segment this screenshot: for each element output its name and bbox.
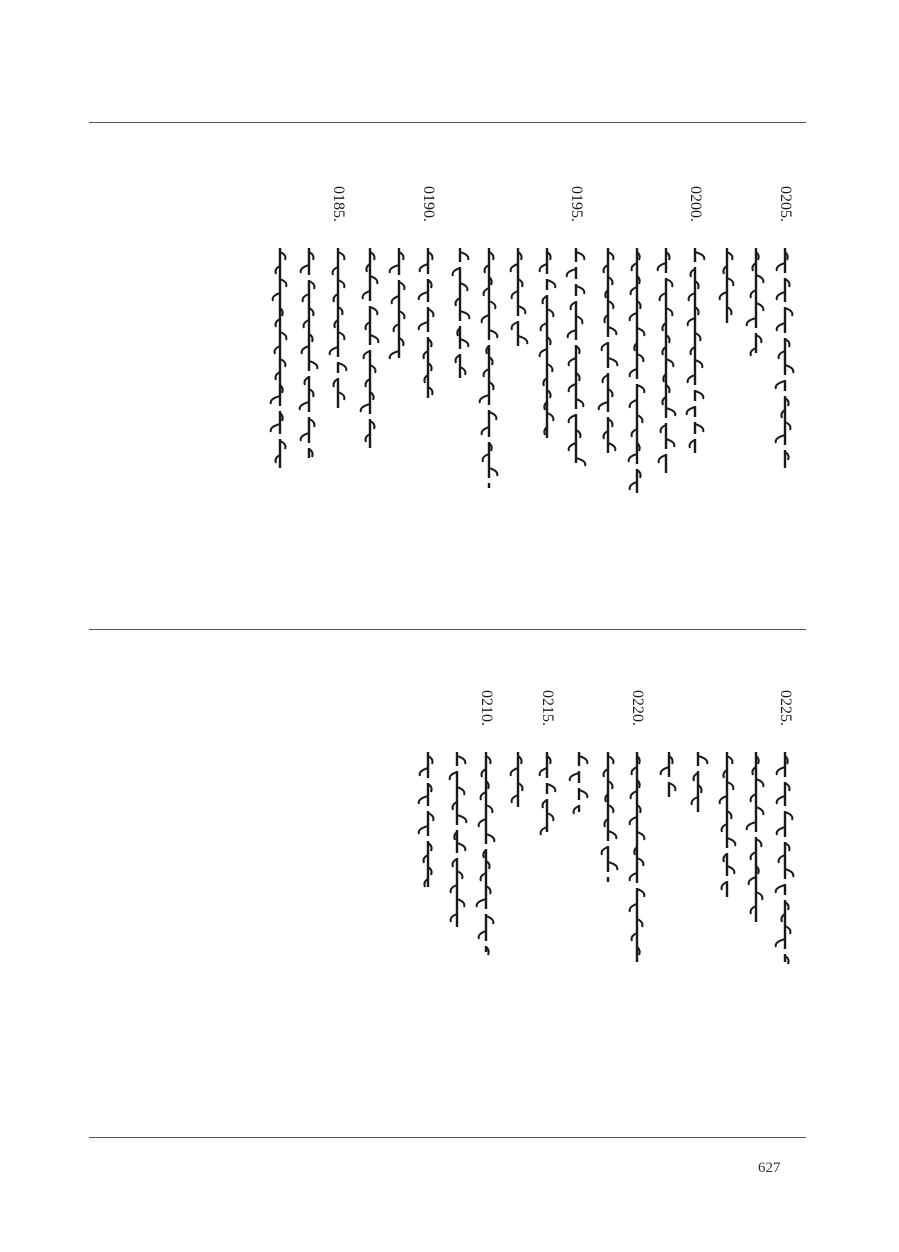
word-gap — [572, 279, 580, 284]
mongolian-script-line — [714, 752, 740, 907]
script-glyph-stroke — [576, 286, 584, 294]
word-gap — [276, 406, 284, 411]
entry-number-text: 0215. — [539, 690, 556, 726]
script-glyph-stroke — [457, 815, 466, 823]
word-gap — [482, 844, 490, 849]
word-gap — [781, 333, 789, 338]
word-gap — [453, 825, 461, 830]
entry-number — [772, 690, 798, 750]
word-gap — [424, 302, 432, 307]
word-gap — [305, 275, 313, 280]
script-glyph-stroke — [747, 318, 756, 326]
word-gap — [691, 434, 699, 439]
mongolian-script-line — [505, 752, 531, 817]
word-gap — [572, 468, 580, 473]
mongolian-script-line — [447, 248, 473, 388]
script-glyph-stroke — [457, 756, 465, 764]
word-gap — [752, 328, 760, 333]
word-gap — [424, 332, 432, 337]
script-glyph-stroke — [570, 773, 579, 781]
script-glyph-stroke — [489, 330, 497, 338]
script-glyph-stroke — [695, 252, 704, 260]
script-glyph-stroke — [608, 358, 617, 366]
script-glyph-stroke — [777, 796, 785, 804]
word-gap — [723, 848, 731, 853]
mongolian-script-line — [505, 248, 531, 358]
word-gap — [514, 316, 522, 321]
script-glyph-stroke — [658, 263, 666, 271]
word-gap — [485, 437, 493, 442]
entry-number-text: 0220. — [629, 690, 646, 726]
word-gap — [572, 409, 580, 414]
mongolian-script-line — [534, 248, 560, 448]
entry-number — [563, 186, 589, 246]
mongolian-script-line — [357, 248, 383, 458]
word-gap — [305, 371, 313, 376]
script-glyph-stroke — [608, 831, 616, 839]
script-glyph-stroke — [361, 404, 370, 412]
word-gap — [575, 783, 583, 788]
script-glyph-stroke — [518, 336, 527, 344]
word-gap — [752, 832, 760, 837]
script-glyph-stroke — [776, 381, 785, 389]
mongolian-script-line — [653, 248, 679, 483]
word-gap — [485, 340, 493, 345]
script-glyph-stroke — [777, 767, 785, 775]
mongolian-script-line — [444, 752, 470, 937]
word-gap — [633, 883, 641, 888]
word-gap — [781, 837, 789, 842]
word-gap — [366, 301, 374, 306]
top-rule — [89, 122, 806, 123]
word-gap — [781, 445, 789, 450]
script-glyph-stroke — [599, 402, 608, 410]
script-glyph-stroke — [777, 263, 785, 271]
script-glyph-stroke — [460, 339, 468, 347]
mongolian-script-line — [325, 248, 351, 418]
script-glyph-stroke — [568, 330, 576, 338]
word-gap — [543, 794, 551, 799]
script-glyph-stroke — [695, 391, 703, 399]
mongolian-script-line — [415, 248, 441, 408]
word-gap — [604, 368, 612, 373]
word-gap — [424, 778, 432, 783]
word-gap — [485, 405, 493, 410]
mongolian-script-line — [595, 752, 621, 892]
script-glyph-stroke — [486, 834, 494, 842]
script-glyph-stroke — [666, 408, 675, 416]
word-gap — [604, 412, 612, 417]
mongolian-script-line — [743, 752, 769, 932]
word-gap — [781, 391, 789, 396]
script-glyph-stroke — [460, 311, 469, 319]
word-gap — [633, 379, 641, 384]
script-glyph-stroke — [301, 265, 309, 273]
word-gap — [543, 274, 551, 279]
word-gap — [662, 418, 670, 423]
script-glyph-stroke — [608, 862, 617, 870]
mongolian-script-line — [267, 248, 293, 478]
script-glyph-stroke — [390, 351, 399, 359]
word-gap — [691, 401, 699, 406]
word-gap — [781, 375, 789, 380]
script-glyph-stroke — [777, 827, 785, 835]
mongolian-script-line — [772, 752, 798, 972]
word-gap — [575, 766, 583, 771]
script-glyph-stroke — [419, 292, 428, 300]
script-glyph-stroke — [695, 424, 703, 432]
word-gap — [781, 949, 789, 954]
word-gap — [395, 361, 403, 366]
script-glyph-stroke — [608, 327, 616, 335]
mongolian-script-line — [386, 248, 412, 368]
mongolian-script-line — [296, 248, 322, 468]
word-gap — [514, 346, 522, 351]
script-glyph-stroke — [776, 939, 785, 947]
word-gap — [694, 766, 702, 771]
word-gap — [334, 357, 342, 362]
script-glyph-stroke — [698, 756, 707, 764]
mongolian-script-line — [624, 248, 650, 503]
entry-number — [682, 186, 708, 246]
entry-number-text: 0200. — [687, 186, 704, 222]
script-glyph-stroke — [547, 280, 555, 288]
script-glyph-stroke — [547, 784, 555, 792]
entry-number-text: 0185. — [330, 186, 347, 222]
script-glyph-stroke — [576, 252, 584, 260]
script-glyph-stroke — [271, 424, 280, 432]
word-gap — [453, 766, 461, 771]
mongolian-script-line — [415, 752, 441, 897]
word-gap — [633, 464, 641, 469]
entry-number — [473, 690, 499, 750]
script-glyph-stroke — [576, 458, 585, 466]
entry-number-text: 0205. — [777, 186, 794, 222]
mongolian-script-line — [714, 248, 740, 333]
mongolian-script-line — [595, 248, 621, 463]
script-glyph-stroke — [776, 885, 785, 893]
mongolian-script-line — [476, 248, 502, 498]
script-glyph-stroke — [777, 323, 785, 331]
entry-number-text: 0195. — [568, 186, 585, 222]
script-glyph-stroke — [727, 838, 735, 846]
entry-number — [772, 186, 798, 246]
entry-number-text: 0190. — [420, 186, 437, 222]
word-gap — [543, 778, 551, 783]
mongolian-script-line — [534, 752, 560, 842]
word-gap — [366, 345, 374, 350]
word-gap — [575, 800, 583, 805]
word-gap — [604, 337, 612, 342]
word-gap — [781, 879, 789, 884]
word-gap — [665, 777, 673, 782]
word-gap — [723, 876, 731, 881]
word-gap — [691, 262, 699, 267]
script-glyph-stroke — [301, 433, 309, 441]
mongolian-script-line — [624, 752, 650, 972]
script-glyph-stroke — [419, 322, 428, 330]
word-gap — [424, 806, 432, 811]
word-gap — [482, 941, 490, 946]
script-glyph-stroke — [419, 826, 428, 834]
word-gap — [456, 262, 464, 267]
mongolian-script-line — [566, 752, 592, 822]
word-gap — [604, 841, 612, 846]
entry-number — [624, 690, 650, 750]
script-glyph-stroke — [776, 435, 785, 443]
script-glyph-stroke — [661, 767, 669, 775]
mongolian-script-line — [772, 248, 798, 478]
script-glyph-stroke — [271, 396, 280, 404]
script-glyph-stroke — [489, 468, 497, 476]
script-glyph-stroke — [777, 292, 785, 300]
word-gap — [691, 385, 699, 390]
word-gap — [482, 909, 490, 914]
entry-number — [325, 186, 351, 246]
entry-number-text: 0225. — [777, 690, 794, 726]
script-glyph-stroke — [747, 822, 756, 830]
word-gap — [424, 274, 432, 279]
page-number: 627 — [758, 1160, 781, 1176]
word-gap — [572, 340, 580, 345]
section-bottom — [80, 690, 800, 940]
script-glyph-stroke — [309, 361, 317, 369]
script-glyph-stroke — [785, 869, 793, 877]
word-gap — [662, 449, 670, 454]
section-top — [80, 186, 800, 486]
script-glyph-stroke — [300, 402, 309, 410]
mongolian-script-line — [656, 752, 682, 807]
mongolian-script-line — [473, 752, 499, 962]
word-gap — [781, 302, 789, 307]
word-gap — [334, 373, 342, 378]
word-gap — [691, 417, 699, 422]
script-glyph-stroke — [477, 899, 486, 907]
word-gap — [276, 434, 284, 439]
word-gap — [456, 321, 464, 326]
mongolian-script-line — [682, 248, 708, 463]
word-gap — [572, 296, 580, 301]
script-glyph-stroke — [567, 269, 576, 277]
word-gap — [781, 777, 789, 782]
script-glyph-stroke — [480, 395, 489, 403]
script-glyph-stroke — [666, 439, 674, 447]
script-glyph-stroke — [419, 796, 428, 804]
word-gap — [604, 453, 612, 458]
script-glyph-stroke — [629, 454, 637, 462]
script-glyph-stroke — [338, 363, 346, 371]
word-gap — [543, 290, 551, 295]
script-glyph-stroke — [460, 252, 468, 260]
word-gap — [424, 836, 432, 841]
word-gap — [305, 443, 313, 448]
mongolian-script-line — [563, 248, 589, 473]
script-glyph-stroke — [785, 365, 793, 373]
entry-number-text: 0210. — [478, 690, 495, 726]
script-glyph-stroke — [370, 335, 378, 343]
word-gap — [305, 412, 313, 417]
mongolian-script-line — [685, 752, 711, 822]
word-gap — [781, 806, 789, 811]
script-glyph-stroke — [330, 347, 338, 355]
word-gap — [366, 414, 374, 419]
script-glyph-stroke — [457, 843, 465, 851]
word-gap — [604, 872, 612, 877]
entry-number — [415, 186, 441, 246]
word-gap — [395, 275, 403, 280]
word-gap — [662, 273, 670, 278]
mongolian-script-line — [743, 248, 769, 363]
word-gap — [456, 349, 464, 354]
word-gap — [485, 478, 493, 483]
word-gap — [572, 262, 580, 267]
word-gap — [781, 273, 789, 278]
script-glyph-stroke — [579, 790, 587, 798]
script-glyph-stroke — [420, 768, 428, 776]
script-glyph-stroke — [420, 264, 428, 272]
script-glyph-stroke — [579, 756, 587, 764]
bottom-rule — [89, 1137, 806, 1138]
script-glyph-stroke — [687, 407, 695, 415]
script-glyph-stroke — [390, 265, 399, 273]
word-gap — [453, 853, 461, 858]
word-gap — [781, 895, 789, 900]
middle-rule — [89, 629, 806, 630]
entry-number — [534, 690, 560, 750]
